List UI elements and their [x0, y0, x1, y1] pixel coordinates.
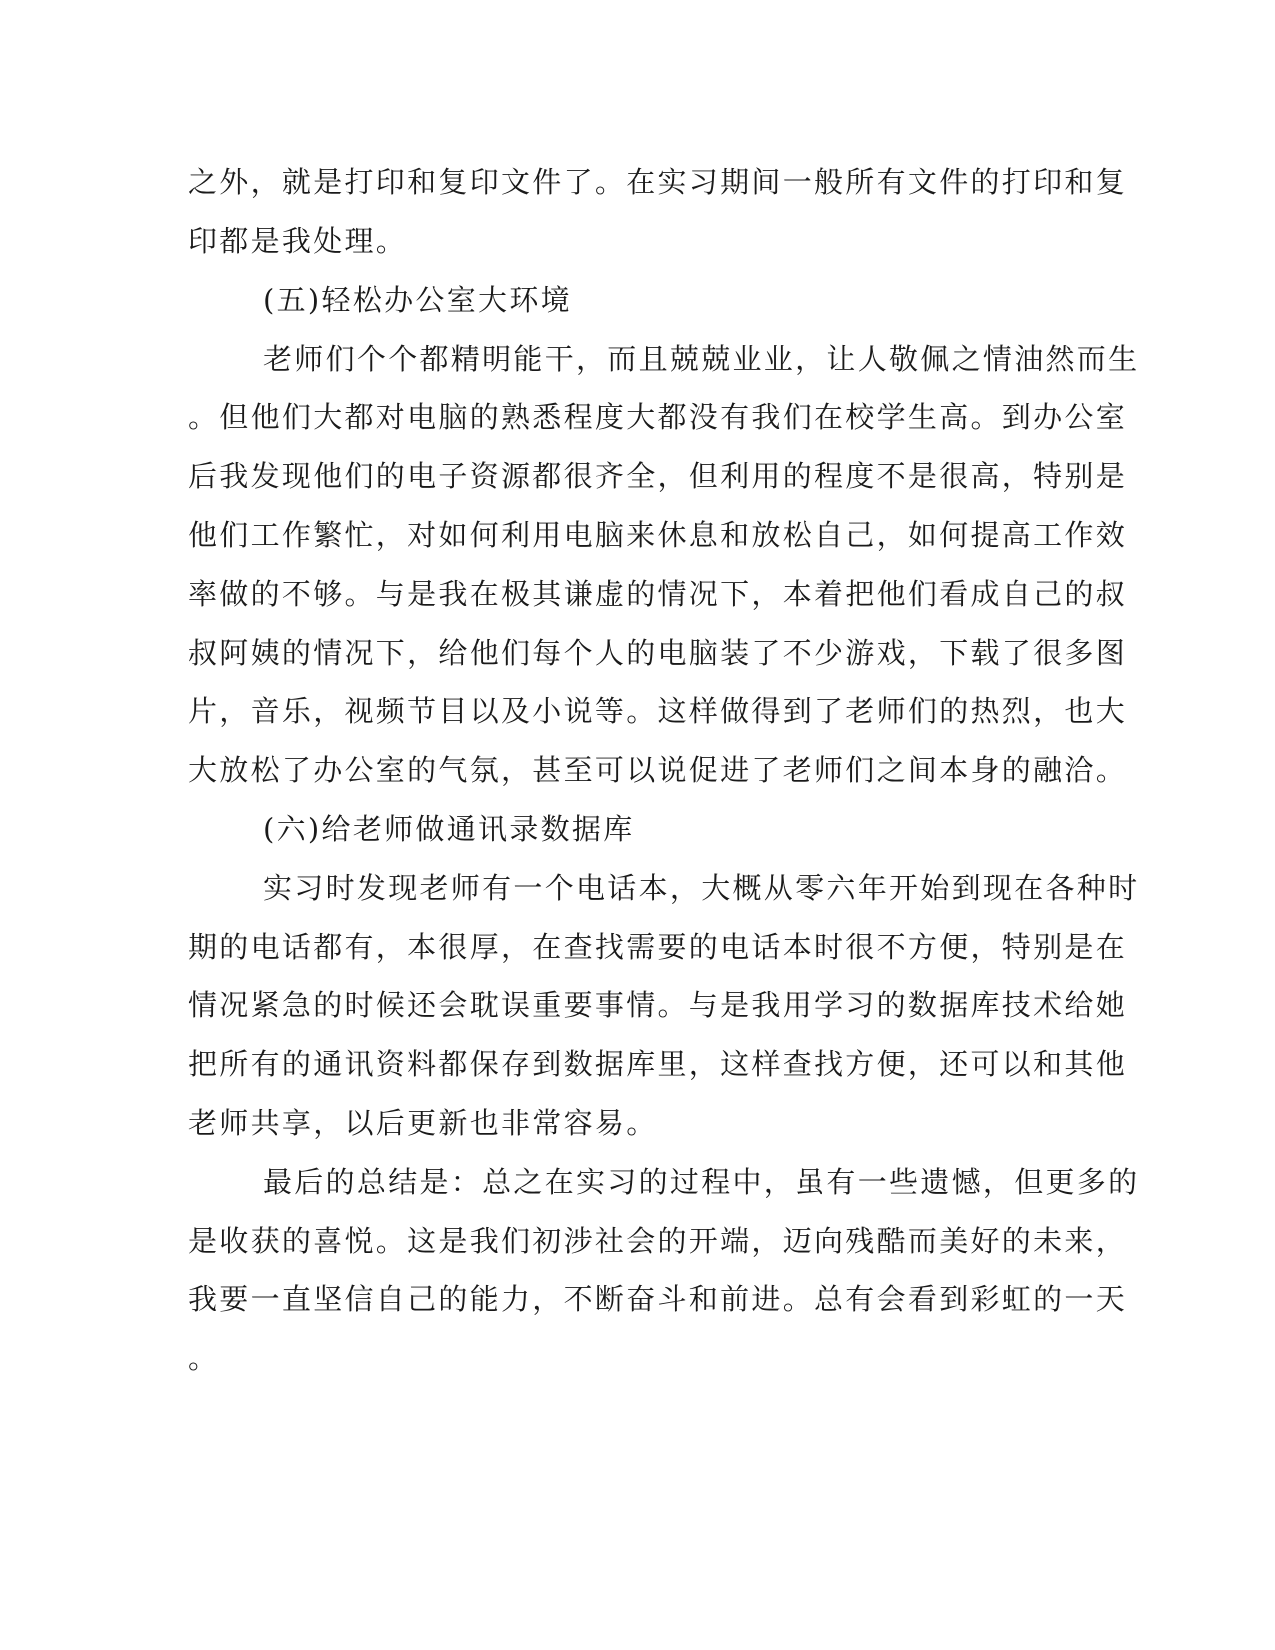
- paragraph-line: 。但他们大都对电脑的熟悉程度大都没有我们在校学生高。到办公室: [188, 400, 1128, 434]
- paragraph-line: 后我发现他们的电子资源都很齐全，但利用的程度不是很高，特别是: [188, 459, 1128, 493]
- paragraph-line: 我要一直坚信自己的能力，不断奋斗和前进。总有会看到彩虹的一天: [188, 1282, 1128, 1316]
- paragraph-line: 片，音乐，视频节目以及小说等。这样做得到了老师们的热烈，也大: [188, 694, 1128, 728]
- paragraph-line: 期的电话都有，本很厚，在查找需要的电话本时很不方便，特别是在: [188, 930, 1128, 964]
- section-heading: (五)轻松办公室大环境: [263, 283, 572, 317]
- paragraph-line: 大放松了办公室的气氛，甚至可以说促进了老师们之间本身的融洽。: [188, 753, 1128, 787]
- paragraph-line: 率做的不够。与是我在极其谦虚的情况下，本着把他们看成自己的叔: [188, 577, 1128, 611]
- paragraph-line: 叔阿姨的情况下，给他们每个人的电脑装了不少游戏，下载了很多图: [188, 636, 1128, 670]
- paragraph-line: 把所有的通讯资料都保存到数据库里，这样查找方便，还可以和其他: [188, 1047, 1128, 1081]
- paragraph-line: 情况紧急的时候还会耽误重要事情。与是我用学习的数据库技术给她: [188, 988, 1128, 1022]
- paragraph-line: 最后的总结是：总之在实习的过程中，虽有一些遗憾，但更多的: [263, 1165, 1140, 1199]
- paragraph-line: 之外，就是打印和复印文件了。在实习期间一般所有文件的打印和复: [188, 165, 1128, 199]
- paragraph-line: 老师们个个都精明能干，而且兢兢业业，让人敬佩之情油然而生: [263, 342, 1140, 376]
- paragraph-line: 印都是我处理。: [188, 224, 408, 258]
- paragraph-line: 。: [188, 1341, 220, 1375]
- paragraph-line: 老师共享，以后更新也非常容易。: [188, 1106, 658, 1140]
- paragraph-line: 实习时发现老师有一个电话本，大概从零六年开始到现在各种时: [263, 871, 1140, 905]
- paragraph-line: 他们工作繁忙，对如何利用电脑来休息和放松自己，如何提高工作效: [188, 518, 1128, 552]
- paragraph-line: 是收获的喜悦。这是我们初涉社会的开端，迈向残酷而美好的未来，: [188, 1224, 1128, 1258]
- section-heading: (六)给老师做通讯录数据库: [263, 812, 635, 846]
